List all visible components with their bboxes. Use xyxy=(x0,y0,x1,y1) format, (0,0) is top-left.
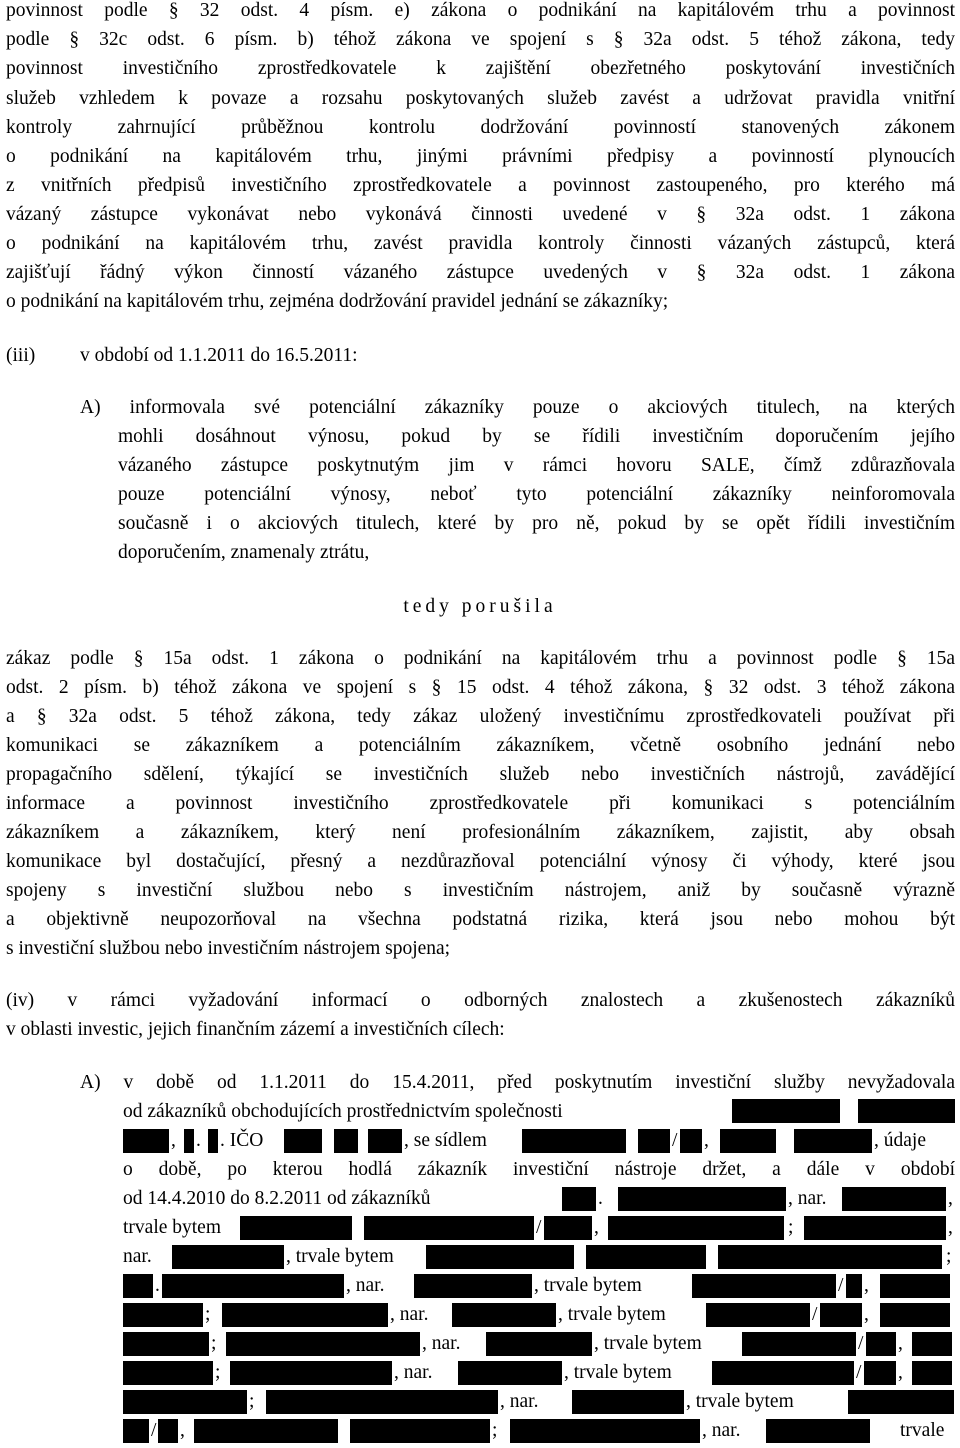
text-fragment: ; xyxy=(215,1362,221,1383)
redaction-block xyxy=(452,1303,556,1327)
redaction-block xyxy=(194,1419,338,1443)
redaction-block xyxy=(230,1361,392,1385)
redaction-block xyxy=(912,1361,952,1385)
redaction-block xyxy=(706,1303,810,1327)
redaction-block xyxy=(842,1187,946,1211)
redaction-block xyxy=(226,1332,420,1356)
text-line: podle § 32c odst. 6 písm. b) téhož zákona ve spojení s § 32a odst. 5 téhož zákona, tedy xyxy=(6,29,955,50)
text-line: o podnikání na kapitálovém trhu, jinými právními předpisy a povinností plynoucích xyxy=(6,146,955,167)
text-line: pouze potenciální výnosy, neboť tyto potenciální zákazníky neinforomovala xyxy=(118,484,955,505)
redaction-block xyxy=(334,1129,358,1153)
text-line: informace a povinnost investičního zprostředkovatele při komunikaci s potenciálním xyxy=(6,793,955,814)
text-fragment: / xyxy=(858,1333,864,1354)
redaction-block xyxy=(720,1129,776,1153)
redaction-block xyxy=(880,1303,950,1327)
text-fragment: od 14.4.2010 do 8.2.2011 od zákazníků xyxy=(123,1188,431,1209)
text-fragment: / xyxy=(856,1362,862,1383)
redaction-block xyxy=(123,1274,153,1298)
text-fragment: , trvale bytem xyxy=(564,1362,672,1383)
redaction-block xyxy=(240,1216,352,1240)
redaction-block xyxy=(172,1245,284,1269)
text-fragment: , nar. xyxy=(788,1188,827,1209)
redaction-block xyxy=(680,1129,702,1153)
text-fragment: ; xyxy=(205,1304,211,1325)
redaction-block xyxy=(618,1187,786,1211)
redaction-block xyxy=(820,1303,862,1327)
text-fragment: , trvale bytem xyxy=(594,1333,702,1354)
text-fragment: , nar. xyxy=(346,1275,385,1296)
redaction-block xyxy=(880,1274,950,1298)
redaction-block xyxy=(718,1245,942,1269)
text-fragment: , xyxy=(171,1130,176,1151)
text-fragment: , xyxy=(898,1362,903,1383)
text-fragment: / xyxy=(838,1275,844,1296)
redaction-block xyxy=(123,1332,209,1356)
redaction-block xyxy=(766,1419,870,1443)
redaction-block xyxy=(486,1332,592,1356)
text-fragment: ; xyxy=(492,1420,498,1441)
redaction-block xyxy=(846,1274,862,1298)
text-fragment: ; xyxy=(211,1333,217,1354)
text-fragment: / xyxy=(672,1130,678,1151)
text-line: mohli dosáhnout výnosu, pokud by se řídili investičním doporučením jejího xyxy=(118,426,955,447)
text-fragment: / xyxy=(151,1420,157,1441)
text-line: odst. 2 písm. b) téhož zákona ve spojení s § 15 odst. 4 téhož zákona, § 32 odst. 3 téhož zákona xyxy=(6,677,955,698)
text-fragment: ; xyxy=(946,1246,952,1267)
redaction-block xyxy=(692,1274,836,1298)
text-line: kontroly zahrnující průběžnou kontrolu dodržování povinností stanovených zákonem xyxy=(6,117,955,138)
redaction-block xyxy=(368,1129,402,1153)
text-fragment: , xyxy=(864,1304,869,1325)
text-line: s investiční službou nebo investičním nástrojem spojena; xyxy=(6,938,451,959)
redaction-block xyxy=(364,1216,534,1240)
text-line: vázaný zástupce vykonávat nebo vykonává činnosti uvedené v § 32a odst. 1 zákona xyxy=(6,204,955,225)
redaction-block xyxy=(864,1361,896,1385)
text-fragment: , xyxy=(180,1420,185,1441)
text-line: povinnost investičního zprostředkovatele k zajištění obezřetného poskytování investičních xyxy=(6,58,955,79)
text-line: z vnitřních předpisů investičního zprostředkovatele a povinnost zastoupeného, pro kterého má xyxy=(6,175,955,196)
text-fragment: , nar. xyxy=(702,1420,741,1441)
text-fragment: , se sídlem xyxy=(404,1130,487,1151)
text-line: služeb vzhledem k povaze a rozsahu poskytovaných služeb zavést a udržovat pravidla vnitřní xyxy=(6,88,955,109)
text-line: spojeny s investiční službou nebo s investičním nástrojem, aniž by současně výrazně xyxy=(6,880,955,901)
redaction-block xyxy=(848,1390,954,1414)
redaction-block xyxy=(123,1303,203,1327)
text-fragment: . xyxy=(155,1275,160,1296)
redaction-block xyxy=(284,1129,322,1153)
text-fragment: , nar. xyxy=(500,1391,539,1412)
text-line: současně i o akciových titulech, které by pro ně, pokud by se opět řídili investičním xyxy=(118,513,955,534)
text-line: povinnost podle § 32 odst. 4 písm. e) zákona o podnikání na kapitálovém trhu a povinnost xyxy=(6,0,955,21)
text-line: v oblasti investic, jejich finančním zázemí a investičních cílech: xyxy=(6,1019,505,1040)
redaction-block xyxy=(222,1303,388,1327)
text-line: zajišťují řádný výkon činností vázaného zástupce uvedených v § 32a odst. 1 zákona xyxy=(6,262,955,283)
text-fragment: , trvale bytem xyxy=(558,1304,666,1325)
redaction-block xyxy=(414,1274,532,1298)
text-line: propagačního sdělení, týkající se investičních služeb nebo investičních nástrojů, zavádějící xyxy=(6,764,955,785)
text-fragment: ; xyxy=(249,1391,255,1412)
text-fragment: , xyxy=(898,1333,903,1354)
text-line: o podnikání na kapitálovém trhu, zavést pravidla kontroly činnosti vázaných zástupců, která xyxy=(6,233,955,254)
text-line: komunikace byl dostačující, přesný a nezdůrazňoval potenciální výnosy či výhody, které jsou xyxy=(6,851,955,872)
text-fragment: nar. xyxy=(123,1246,152,1267)
redaction-block xyxy=(562,1187,596,1211)
text-line: komunikaci se zákazníkem a potenciálním zákazníkem, včetně osobního jednání nebo xyxy=(6,735,955,756)
text-line: doporučením, znamenaly ztrátu, xyxy=(118,542,370,563)
text-fragment: , xyxy=(704,1130,709,1151)
text-fragment: , nar. xyxy=(390,1304,429,1325)
text-fragment: , údaje xyxy=(874,1130,926,1151)
text-line: A) informovala své potenciální zákazníky pouze o akciových titulech, na kterých xyxy=(80,397,955,418)
redaction-block xyxy=(208,1129,218,1153)
item-label-iii: (iii) xyxy=(6,345,36,366)
text-line: o podnikání na kapitálovém trhu, zejména dodržování pravidel jednání se zákazníky; xyxy=(6,291,669,312)
text-fragment: ; xyxy=(788,1217,794,1238)
text-fragment: , xyxy=(948,1188,953,1209)
text-line: o době, po kterou hodlá zákazník investiční nástroje držet, a dále v období xyxy=(123,1159,955,1180)
redaction-block xyxy=(742,1332,856,1356)
text-fragment: . xyxy=(196,1130,201,1151)
tedy-porusila-heading: tedy porušila xyxy=(403,596,557,617)
text-fragment: / xyxy=(812,1304,818,1325)
text-fragment: , xyxy=(864,1275,869,1296)
redaction-block xyxy=(572,1390,684,1414)
text-fragment: trvale bytem xyxy=(123,1217,222,1238)
text-line: vázaného zástupce poskytnutým jim v rámci hovoru SALE, čímž zdůrazňovala xyxy=(118,455,955,476)
redaction-block xyxy=(638,1129,670,1153)
text-fragment: , trvale bytem xyxy=(286,1246,394,1267)
text-fragment: trvale xyxy=(900,1420,945,1441)
redaction-block xyxy=(732,1099,840,1123)
redaction-block xyxy=(608,1216,784,1240)
text-line: A) v době od 1.1.2011 do 15.4.2011, před poskytnutím investiční služby nevyžadovala xyxy=(80,1072,955,1093)
redaction-block xyxy=(544,1216,592,1240)
text-fragment: , nar. xyxy=(394,1362,433,1383)
redaction-block xyxy=(712,1361,854,1385)
redaction-block xyxy=(866,1332,896,1356)
text-fragment: , nar. xyxy=(422,1333,461,1354)
redaction-block xyxy=(123,1419,149,1443)
text-fragment: od zákazníků obchodujících prostřednictvím společnosti xyxy=(123,1101,563,1122)
text-fragment: , trvale bytem xyxy=(686,1391,794,1412)
text-line: (iv) v rámci vyžadování informací o odborných znalostech a zkušenostech zákazníků xyxy=(6,990,955,1011)
text-fragment: , trvale bytem xyxy=(534,1275,642,1296)
redaction-block xyxy=(426,1245,574,1269)
text-fragment: , xyxy=(594,1217,599,1238)
redaction-block xyxy=(350,1419,490,1443)
item-iii-text: v období od 1.1.2011 do 16.5.2011: xyxy=(80,345,358,366)
redaction-block xyxy=(586,1245,706,1269)
redaction-block xyxy=(458,1361,562,1385)
text-fragment: . IČO xyxy=(220,1130,264,1151)
redaction-block xyxy=(794,1129,872,1153)
redaction-block xyxy=(123,1129,169,1153)
redaction-block xyxy=(510,1419,700,1443)
text-fragment: / xyxy=(536,1217,542,1238)
text-line: a § 32a odst. 5 téhož zákona, tedy zákaz uložený investičnímu zprostředkovateli používat při xyxy=(6,706,955,727)
redaction-block xyxy=(522,1129,626,1153)
redaction-block xyxy=(123,1390,247,1414)
redaction-block xyxy=(912,1332,952,1356)
text-line: zákaz podle § 15a odst. 1 zákona o podnikání na kapitálovém trhu a povinnost podle § 15a xyxy=(6,648,955,669)
text-fragment: , xyxy=(948,1217,953,1238)
redaction-block xyxy=(158,1419,178,1443)
redaction-block xyxy=(162,1274,344,1298)
redaction-block xyxy=(184,1129,194,1153)
redaction-block xyxy=(123,1361,213,1385)
redaction-block xyxy=(804,1216,946,1240)
redaction-block xyxy=(858,1099,955,1123)
text-line: zákazníkem a zákazníkem, který není profesionálním zákazníkem, zajistit, aby obsah xyxy=(6,822,955,843)
text-line: a objektivně neupozorňoval na všechna podstatná rizika, která jsou nebo mohou být xyxy=(6,909,955,930)
text-fragment: . xyxy=(598,1188,603,1209)
redaction-block xyxy=(266,1390,498,1414)
